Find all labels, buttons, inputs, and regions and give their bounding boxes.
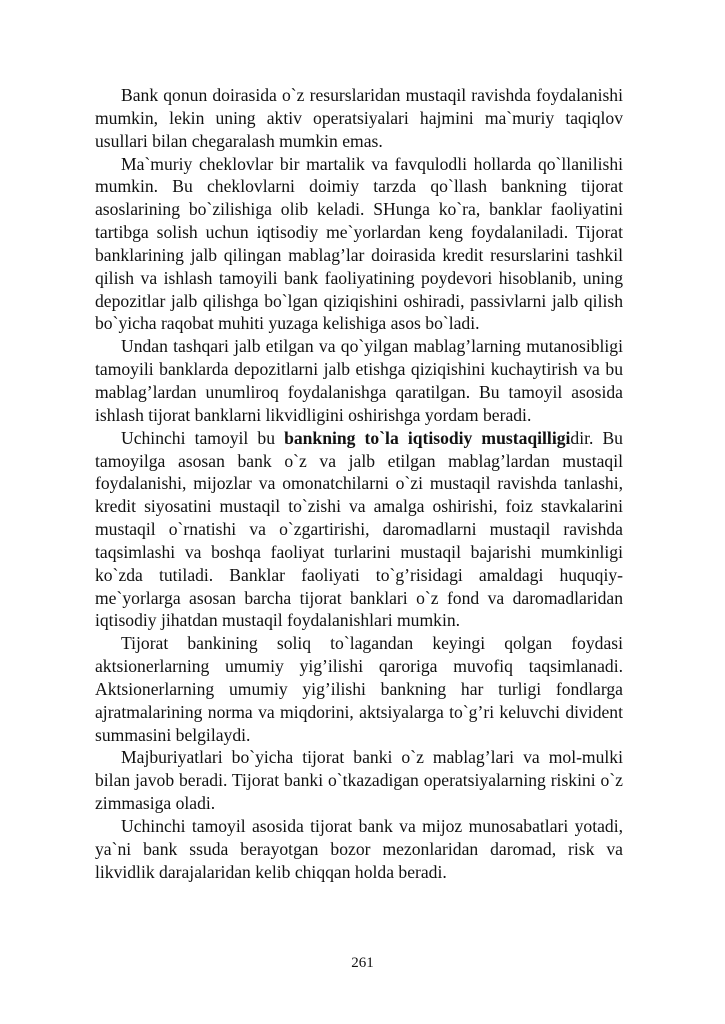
- paragraph-6: Majburiyatlari bo`yicha tijorat banki o`z mablag’lari va mol-mulki bilan javob beradi. Tijorat banki o`tkazadigan operatsiyalarning riskini o`z zimmasiga oladi.: [95, 747, 623, 814]
- paragraph-1: Bank qonun doirasida o`z resurslaridan mustaqil ravishda foydalanishi mumkin, lekin uning aktiv operatsiyalari hajmini ma`muriy taqiqlov usullari bilan chegaralash mumkin emas.: [95, 85, 623, 151]
- paragraph-5: Tijorat bankining soliq to`lagandan keyingi qolgan foydasi aktsionerlarning umumiy yig’ilishi qaroriga muvofiq taqsimlanadi. Aktsionerlarning umumiy yig’ilishi bankning har turligi fondlarga ajratmalarining norma va miqdorini, aktsiyalarga to`g’ri keluvchi divident summasini belgilaydi.: [95, 633, 623, 745]
- paragraph-2: Ma`muriy cheklovlar bir martalik va favqulodli hollarda qo`llanilishi mumkin. Bu cheklovlarni doimiy tarzda qo`llash bankning tijorat asoslarining bo`zilishiga olib keladi. SHunga ko`ra, banklar faoliyatini tartibga solish uchun iqtisodiy me`yorlardan keng foydalaniladi. Tijorat banklarining jalb qilingan mablag’lar doirasida kredit resurslarini tashkil qilish va ishlash tamoyili bank faoliyatining poydevori hisoblanib, uning depozitlar jalb qilishga bo`lgan qiziqishini oshiradi, passivlarni jalb qilish bo`yicha raqobat muhiti yuzaga kelishiga asos bo`ladi.: [95, 153, 623, 334]
- paragraph-3: Undan tashqari jalb etilgan va qo`yilgan mablag’larning mutanosibligi tamoyili banklarda depozitlarni jalb etishga qiziqishini kuchaytirish va bu mablag’lardan unumliroq foydalanishga qaratilgan. Bu tamoyil asosida ishlash tijorat banklarni likvidligini oshirishga yordam beradi.: [95, 336, 623, 425]
- paragraph-4-bold-term: bankning to`la iqtisodiy mustaqilligi: [284, 427, 571, 448]
- page-number: 261: [351, 955, 374, 971]
- paragraph-7: Uchinchi tamoyil asosida tijorat bank va mijoz munosabatlari yotadi, ya`ni bank ssuda berayotgan bozor mezonlaridan daromad, risk va likvidlik darajalaridan kelib chiqqan holda beradi.: [95, 816, 623, 882]
- paragraph-4: [95, 427, 623, 633]
- body-text: [95, 84, 623, 884]
- paragraph-4-lead: Uchinchi tamoyil bu: [121, 427, 285, 448]
- paragraph-4-rest: dir. Bu tamoyilga asosan bank o`z va jalb etilgan mablag’lardan mustaqil foydalanishi, mijozlar va omonatchilarni o`zi mustaqil ravishda tanlashi, kredit siyosatini mustaqil to`zishi va amalga oshirishi, foiz stavkalarini mustaqil o`rnatishi va o`zgartirishi, daromadlarni mustaqil ravishda taqsimlashi va boshqa faoliyat turlarini mustaqil bajarishi mumkinligi ko`zda tutiladi. Banklar faoliyati to`g’risidagi amaldagi huquqiy-me`yorlarga asosan barcha tijorat banklari o`z fond va daromadlaridan iqtisodiy jihatdan mustaqil foydalanishlari mumkin.: [95, 427, 623, 631]
